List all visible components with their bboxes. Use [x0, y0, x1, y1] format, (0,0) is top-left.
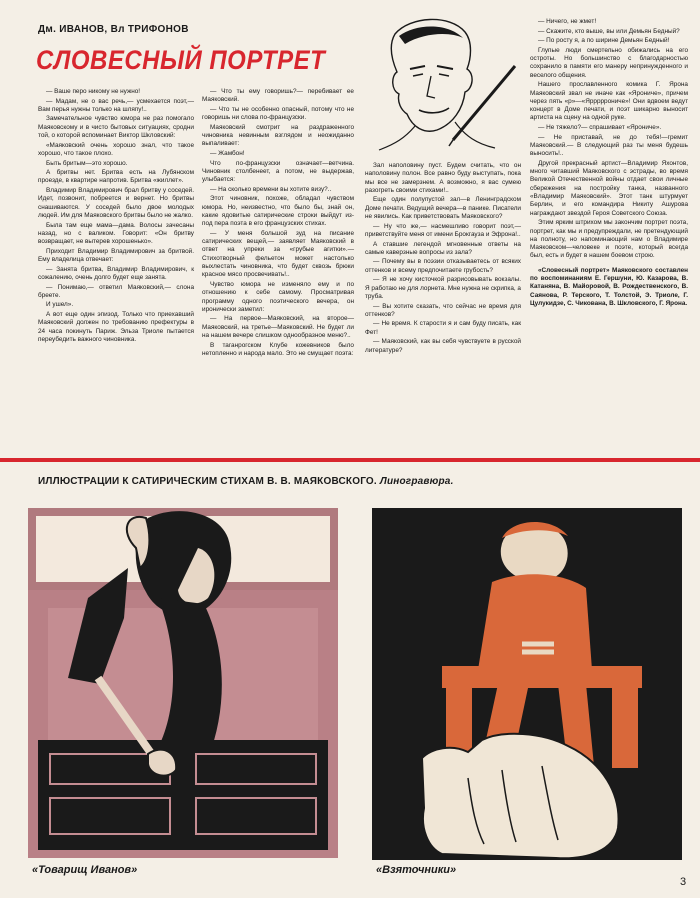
- paragraph: — Мадам, не о вас речь,— усмехается поэт,— Вам перья нужны только на шляпу!..: [38, 97, 194, 113]
- paragraph: Глупые люди смертельно обижались на его остроты. Но большинство с благодарностью сохранило в памяти его манеру непринужденного и веселого общения.: [530, 46, 688, 79]
- page-number: 3: [680, 876, 687, 888]
- paragraph: — Ну что же,— насмешливо говорит поэт,— приветствуйте меня от имени Брокгауза и Эфрона!..: [365, 222, 521, 238]
- paragraph: И ушел».: [46, 301, 74, 309]
- paragraph: Замечательное чувство юмора не раз помогало Маяковскому и в чисто бытовых ситуациях, сродни той, о которой вспоминает Виктор Шкловский:: [38, 115, 194, 140]
- illustrations-note: Линогравюра.: [379, 476, 454, 487]
- linocut-bribe-takers: [372, 508, 682, 860]
- caption-bribe-takers: «Взяточники»: [376, 864, 457, 876]
- mayakovsky-portrait-illustration: [355, 14, 525, 154]
- paragraph: Маяковский смотрит на раздраженного чиновника невинным взглядом и неожиданно выпаливает:: [202, 123, 354, 148]
- paragraph: Что по-французски означает—ветчина. Чиновник столбенеет, а потом, не выдержав, улыбается:: [202, 159, 354, 184]
- paragraph: — Почему вы в поэзии отказываетесь от всяких оттенков и всему предпочитаете грубость?: [365, 258, 521, 274]
- sources-credits: «Словесный портрет» Маяковского составлен по воспоминаниям Е. Гершуни, Ю. Казарова, В. Катаняна, В. Майоровой, В. Рождественского, В. Саянова, Р. Терского, Т. Толстой, Э. Триоле, Г. Цулукидзе, С. Чикована, В. Шкловского, Г. Ярона.: [530, 266, 688, 307]
- article-title: СЛОВЕСНЫЙ ПОРТРЕТ: [36, 46, 326, 76]
- paragraph: — Понимаю,— ответил Маяковский,— слона бреете.: [38, 283, 194, 299]
- paragraph: — Что ты ему говоришь?— перебивает ее Маяковский.: [202, 88, 354, 104]
- paragraph: Была там еще мама—дама. Волосы зачесаны назад, но с валиком. Говорит: «Он бритву возвращает, не вытерев хорошенько».: [38, 221, 194, 246]
- article-column-3: [365, 162, 521, 356]
- section-divider: [0, 458, 700, 462]
- paragraph: Быть бритым—это хорошо.: [46, 159, 128, 167]
- paragraph: Чувство юмора не изменяло ему и по отношению к себе самому. Просматривая программу одного поэтического вечера, он иронически заметил:: [202, 280, 354, 313]
- paragraph: Владимир Владимирович брал бритву у соседей. Идет, позвонит, побреется и вернет. Но бритвы снашиваются. У соседей было двое молодых людей. Им для Маяковского бритвы было не жалко.: [38, 187, 194, 219]
- paragraph: — Вы хотите сказать, что сейчас не время для оттенков?: [365, 302, 521, 318]
- paragraph: Еще один полупустой зал—в Ленинградском Доме печати. Ведущий вечера—в панике. Писатели не явились. Как приветствовать Маяковского?: [365, 196, 521, 221]
- paragraph: Приходит Владимир Владимирович за бритвой. Ему владелица отвечает:: [38, 247, 194, 264]
- paragraph: — Что ты не особенно опасный, потому что не говоришь ни слова по-французски.: [202, 105, 354, 122]
- paragraph: Этот чиновник, похоже, обладал чувством юмора. Но, неизвестно, что было бы, знай он, какие ядовитые сатирические строки выйдут из-под пера поэта в его французских стихах.: [202, 195, 354, 228]
- paragraph: — Не тяжело?— спрашивает «Ярониче».: [538, 124, 662, 132]
- paragraph: — Скажите, кто выше, вы или Демьян Бедный?: [538, 27, 680, 35]
- paragraph: — У меня большой зуд на писание сатирических вещей,— заявляет Маяковский в ответ на упреки за «грубые агитки».— Стихотворный фельетон может настолько выхлестать чиновника, что будет сквозь брюки красное мясо просвечивать!..: [202, 229, 354, 279]
- illustrations-title: ИЛЛЮСТРАЦИИ К САТИРИЧЕСКИМ СТИХАМ В. В. МАЯКОВСКОГО.: [38, 476, 377, 487]
- byline: Дм. ИВАНОВ, Вл ТРИФОНОВ: [38, 24, 189, 35]
- paragraph: — Жамбон!: [210, 149, 245, 157]
- article-column-2: [202, 88, 354, 359]
- paragraph: — Занята бритва, Владимир Владимирович, к сожалению, очень долго будет еще занята.: [38, 265, 194, 281]
- paragraph: — Ваше перо никому не нужно!: [46, 88, 141, 95]
- paragraph: Зал наполовину пуст. Будем считать, что он наполовину полон. Все равно буду выступать, пока мы все не замерзнем. А возможно, я вас сумею разогреть своими стихами!..: [365, 162, 521, 194]
- paragraph: А бритвы нет. Бритва есть на Лубянском проезде, в квартире напротив. Бритва «жиллет».: [38, 169, 194, 185]
- caption-comrade-ivanov: «Товарищ Иванов»: [32, 864, 138, 876]
- article-column-4: [530, 18, 688, 308]
- paragraph: — Ничего, не жмет!: [538, 18, 597, 25]
- paragraph: В таганрогском Клубе кожевников было нетопленно и народа мало. Это не смущает поэта:: [202, 341, 354, 357]
- paragraph: А вот еще один эпизод. Только что приехавший Маяковский должен по требованию префектуры в 24 часа покинуть Париж. Эльза Триоле пытается переубедить важного чиновника.: [38, 310, 194, 343]
- paragraph: — Не время. К старости я и сам буду писать, как Фет!: [365, 320, 521, 336]
- paragraph: — На сколько времени вы хотите визу?..: [210, 185, 332, 193]
- paragraph: — По росту я, а по ширине Демьян Бедный!: [538, 37, 670, 45]
- paragraph: — Маяковский, как вы себя чувствуете в русской литературе?: [365, 338, 521, 354]
- paragraph: Этим ярким штрихом мы закончим портрет поэта, портрет, как мы и предупреждали, не претендующий на полноту, но напоминающий нам о Владимире Маяковском—человеке и поэте, который всегда был, есть и будет в нашем боевом строю.: [530, 219, 688, 260]
- paragraph: — Не приставай, не до тебя!—гремит Маяковский.— В следующий раз ты меня будешь выносить!..: [530, 133, 688, 158]
- paragraph: Другой прекрасный артист—Владимир Яхонтов, много читавший Маяковского с эстрады, во время Великой Отечественной войны отдает свои личные сбережения на постройку танка, названного «Владимир Маяковский». Этот танк штурмует Берлин, и его командира Никиту Ашурова награждают звездой Героя Советского Союза.: [530, 159, 688, 217]
- paragraph: Нашего прославленного комика Г. Ярона Маяковский звал не иначе как «Ярониче», причем через пять «р»—«Ярррррониче»! Они вдвоем ведут концерт в Доме печати, и поэт шикарно выносит артиста на сцену на одной руке.: [530, 81, 688, 122]
- article-column-1: [38, 88, 194, 345]
- paragraph: А ставшие легендой мгновенные ответы на самые каверзные вопросы из зала?: [365, 240, 521, 256]
- linocut-comrade-ivanov: [28, 508, 338, 858]
- paragraph: — На первое—Маяковский, на второе—Маяковский, на третье—Маяковский. Не будет ли на нашем вечере слишком однообразное меню?..: [202, 315, 354, 339]
- paragraph: «Маяковский очень хорошо знал, что такое хорошо, что такое плохо.: [38, 141, 194, 157]
- paragraph: — Я не хочу кисточкой разрисовывать вокзалы. Я работаю не для лорнета. Мне нужна не скрипка, а труба.: [365, 276, 521, 300]
- illustrations-heading: [38, 476, 454, 487]
